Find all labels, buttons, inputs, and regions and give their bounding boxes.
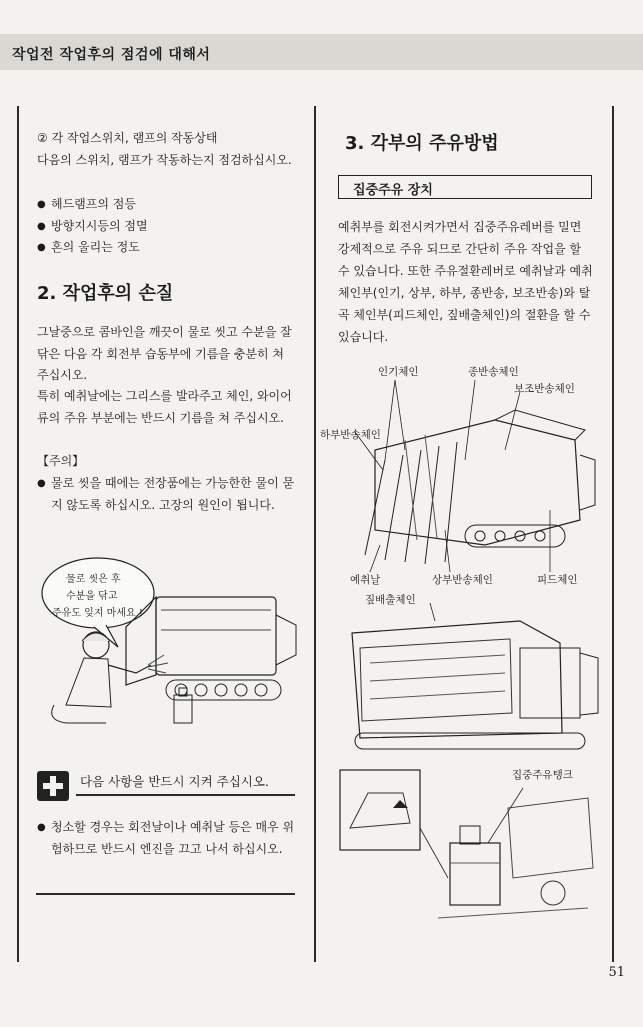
column-divider	[314, 106, 316, 962]
subheading-label: 집중주유 장치	[353, 183, 433, 198]
section-2-body-2: 특히 예취날에는 그리스를 발라주고 체인, 와이어류의 주유 부분에는 반드시 기름을 쳐 주십시오.	[37, 389, 292, 425]
left-margin-rule	[17, 106, 19, 962]
right-margin-rule	[612, 106, 614, 962]
label-jong-chain: 종반송체인	[468, 366, 519, 378]
page-header-title: 작업전 작업후의 점검에 대해서	[12, 47, 211, 63]
section-2-body-1: 그날중으로 콤바인을 깨끗이 물로 씻고 수분을 잘 닦은 다음 각 회전부 습동부에 기름을 충분히 쳐 주십시오.	[37, 325, 292, 382]
label-habu-chain: 하부반송체인	[320, 429, 381, 441]
speech-bubble-line-3: 주유도 잊지 마세요 !	[52, 608, 143, 619]
label-sangbu-chain: 상부반송체인	[432, 574, 493, 586]
warning-item: ● 청소할 경우는 회전날이나 예취날 등은 매우 위험하므로 반드시 엔진을 끄고 나서 하십시오.	[37, 817, 295, 860]
label-oil-tank: 집중주유탱크	[512, 769, 573, 781]
label-yechwi-blade: 예취날	[350, 574, 381, 586]
note-list	[37, 473, 295, 516]
section-3-body: 예취부를 회전시켜가면서 집중주유레버를 밀면 강제적으로 주유 되므로 간단히 주유 작업을 할 수 있습니다. 또한 주유절환레버로 예취날과 예취체인부(인기, 상부, 하부, 종반송, 보조반송)와 탈곡 체인부(피드체인, 짚배출체인)의 절환을 할 수 있습니다.	[338, 220, 593, 344]
warning-heading: 다음 사항을 반드시 지켜 주십시오.	[80, 774, 269, 789]
warning-bottom-rule	[36, 893, 295, 895]
oil-tank-diagram	[338, 768, 600, 948]
check-list-item: ● 헤드램프의 점등	[37, 194, 299, 216]
check-item-desc: 다음의 스위치, 램프가 작동하는지 점검하십시오.	[37, 153, 292, 167]
check-list	[37, 194, 299, 259]
check-list-item: ● 방향지시등의 점멸	[37, 216, 299, 238]
warning-top-rule	[76, 794, 295, 796]
check-list-item: ● 혼의 울리는 정도	[37, 237, 299, 259]
label-feed-chain: 피드체인	[537, 574, 578, 586]
threshing-unit-diagram	[340, 603, 602, 753]
check-item-title: ② 각 작업스위치, 램프의 작동상태	[37, 131, 218, 145]
note-label: 【주의】	[37, 454, 85, 468]
section-3-title: 3. 각부의 주유방법	[345, 133, 499, 154]
subheading-box	[338, 175, 592, 199]
speech-bubble-line-2: 수분을 닦고	[66, 591, 118, 602]
label-jip-chain: 짚배출체인	[365, 594, 416, 606]
page-number: 51	[608, 965, 625, 980]
note-text: ● 물로 씻을 때에는 전장품에는 가능한한 물이 묻지 않도록 하십시오. 고장의 원인이 됩니다.	[37, 473, 295, 516]
warning-list	[37, 817, 295, 860]
first-aid-cross-icon	[36, 770, 70, 802]
section-2-title: 2. 작업후의 손질	[37, 283, 174, 304]
label-ingi-chain: 인기체인	[378, 366, 419, 378]
label-bojo-chain: 보조반송체인	[514, 383, 575, 395]
speech-bubble-line-1: 물로 씻은 후	[66, 574, 121, 585]
combine-header-diagram	[345, 380, 600, 580]
